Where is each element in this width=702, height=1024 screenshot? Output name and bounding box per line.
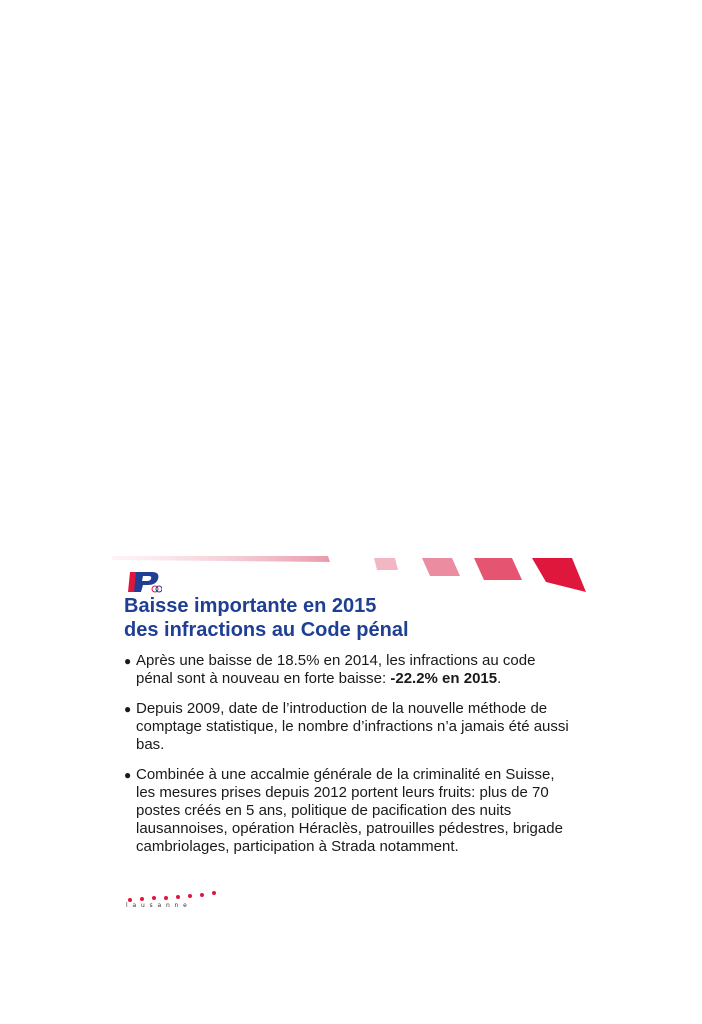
bullet-list: [124, 652, 574, 868]
slide-title-line-2: des infractions au Code pénal: [124, 619, 409, 641]
slide-title: [124, 594, 409, 642]
lausanne-wordmark: lausanne: [126, 902, 192, 909]
header-stripe-2: [422, 558, 460, 576]
bullet-text: Après une baisse de 18.5% en 2014, les infractions au code pénal sont à nouveau en forte baisse:: [136, 652, 536, 687]
bullet-dot-icon: ●: [124, 654, 132, 668]
header-fade-band: [112, 556, 330, 562]
header-stripe-4: [532, 558, 586, 592]
bullet-text: Combinée à une accalmie générale de la criminalité en Suisse, les mesures prises depuis 2012 portent leurs fruits: plus de 70 postes créés en 5 ans, politique de pacification des nuits lausannoises, opération Héraclès, patrouilles pédestres, brigade cambriolages, participation à Strada notamment.: [136, 766, 563, 855]
bullet-item: [124, 766, 574, 856]
header-stripe-band: [112, 552, 592, 592]
header-stripe-1: [374, 558, 398, 570]
bullet-dot-icon: ●: [124, 702, 132, 716]
police-logo-icon: [128, 568, 162, 594]
slide-title-line-1: Baisse importante en 2015: [124, 595, 377, 617]
bullet-item: [124, 652, 574, 688]
slide: [112, 552, 592, 912]
bullet-emphasis: -22.2% en 2015: [390, 670, 498, 687]
bullet-text: Depuis 2009, date de l’introduction de la nouvelle méthode de comptage statistique, le nombre d’infractions n’a jamais été aussi bas.: [136, 700, 569, 753]
bullet-dot-icon: ●: [124, 768, 132, 782]
bullet-suffix: .: [497, 670, 502, 687]
header-stripe-3: [474, 558, 522, 580]
lausanne-logo: [126, 890, 216, 912]
bullet-item: [124, 700, 574, 754]
